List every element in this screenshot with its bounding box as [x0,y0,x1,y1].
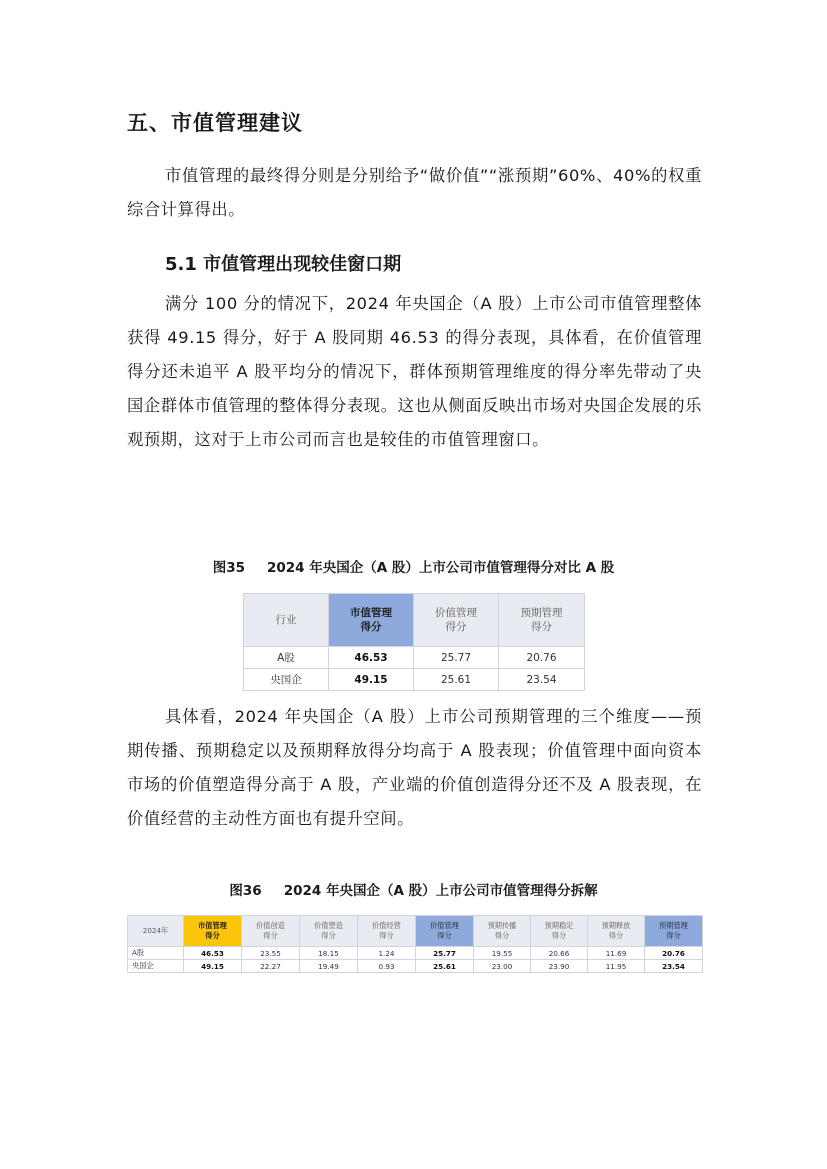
table-cell: 20.76 [499,647,585,669]
table-cell: 11.69 [588,947,645,960]
table-cell: 19.55 [474,947,531,960]
table-cell: 23.54 [499,669,585,691]
figure36-caption [0,879,827,899]
header-cell: 价值管理 得分 [416,916,474,947]
table-cell: 49.15 [329,669,414,691]
figure35-title: 2024 年央国企（A 股）上市公司市值管理得分对比 A 股 [267,560,615,576]
header-cell: 预期传播 得分 [474,916,531,947]
table-cell: 18.15 [300,947,358,960]
figure35-table [243,593,585,691]
paragraph-weighting: 市值管理的最终得分则是分别给予“做价值”“涨预期”60%、40%的权重综合计算得出。 [127,166,702,219]
subsection-heading: 5.1 市值管理出现较佳窗口期 [165,254,402,275]
table-cell: 0.93 [358,960,416,973]
table-cell: 1.24 [358,947,416,960]
header-cell: 行业 [244,594,329,647]
figure35-caption [0,556,827,576]
header-cell: 价值经营 得分 [358,916,416,947]
table-cell: 25.61 [416,960,474,973]
table-cell: 19.49 [300,960,358,973]
table-cell: 11.95 [588,960,645,973]
table-cell: 46.53 [184,947,242,960]
table-cell: 25.77 [414,647,499,669]
figure35-number: 图35 [212,560,245,576]
table-cell: 23.90 [531,960,588,973]
table-cell: 46.53 [329,647,414,669]
header-cell: 预期管理 得分 [499,594,585,647]
table-row [244,647,585,669]
table-cell: 49.15 [184,960,242,973]
figure36-table [127,915,703,973]
table-cell: 央国企 [244,669,329,691]
table-cell: 23.55 [242,947,300,960]
header-cell: 价值管理 得分 [414,594,499,647]
table-row [244,669,585,691]
figure36-number: 图36 [229,883,262,899]
table-cell: 23.54 [645,960,703,973]
header-cell: 价值塑造 得分 [300,916,358,947]
table-cell: 22.27 [242,960,300,973]
table-cell: 央国企 [128,960,184,973]
table-header-row [128,916,703,947]
table-row [128,960,703,973]
table-cell: 25.61 [414,669,499,691]
table-cell: 20.66 [531,947,588,960]
table-cell: 25.77 [416,947,474,960]
header-cell: 市值管理 得分 [184,916,242,947]
table-cell: A股 [128,947,184,960]
table-cell: 23.00 [474,960,531,973]
paragraph-window-period: 满分 100 分的情况下，2024 年央国企（A 股）上市公司市值管理整体获得 49.15 得分，好于 A 股同期 46.53 的得分表现，具体看，在价值管理得分还未追平 A 股平均分的情况下，群体预期管理维度的得分率先带动了央国企群体市值管理的整体得分表现。这也从侧面反映出市场对央国企发展的乐观预期，这对于上市公司而言也是较佳的市值管理窗口。 [127,294,702,449]
header-cell: 2024年 [128,916,184,947]
section-heading: 五、市值管理建议 [127,111,303,135]
figure36-title: 2024 年央国企（A 股）上市公司市值管理得分拆解 [283,883,598,899]
header-cell: 预期释放 得分 [588,916,645,947]
table-cell: A股 [244,647,329,669]
paragraph-breakdown: 具体看，2024 年央国企（A 股）上市公司预期管理的三个维度——预期传播、预期稳定以及预期释放得分均高于 A 股表现；价值管理中面向资本市场的价值塑造得分高于 A 股，产业端的价值创造得分还不及 A 股表现，在价值经营的主动性方面也有提升空间。 [127,707,702,828]
table-cell: 20.76 [645,947,703,960]
table-row [128,947,703,960]
header-cell: 市值管理 得分 [329,594,414,647]
header-cell: 价值创造 得分 [242,916,300,947]
header-cell: 预期管理 得分 [645,916,703,947]
header-cell: 预期稳定 得分 [531,916,588,947]
table-header-row [244,594,585,647]
